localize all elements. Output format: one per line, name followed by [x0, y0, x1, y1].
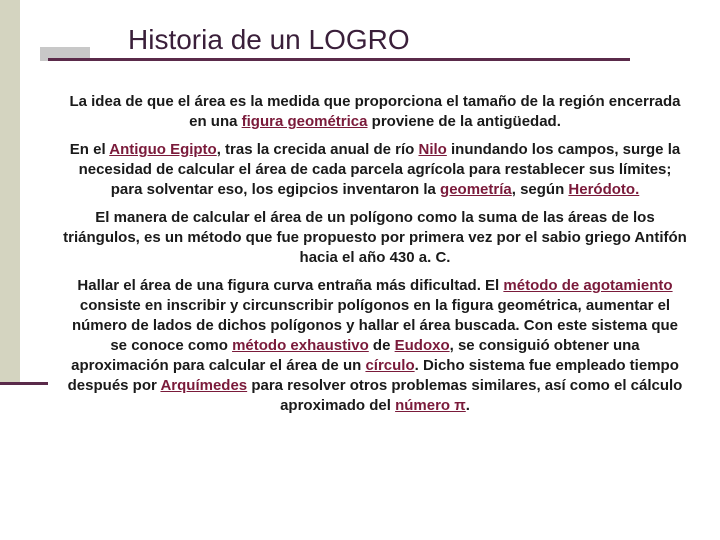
text-link[interactable]: Eudoxo — [394, 337, 450, 354]
text-link[interactable]: Antiguo Egipto — [109, 141, 217, 158]
paragraph-text: , tras la crecida anual de río — [216, 141, 419, 158]
side-accent-line — [0, 382, 48, 385]
paragraph-text: . Dicho sistema fue empleado tiempo después por — [67, 357, 679, 394]
text-link[interactable]: método de agotamiento — [503, 277, 673, 294]
paragraph-text: Hallar el área de una figura curva entraña más dificultad. El — [77, 277, 504, 294]
title-underline — [48, 58, 630, 61]
paragraph-text: El manera de calcular el área de un polígono como la suma de las áreas de los triángulos, es un método que fue propuesto por primera vez por el sabio griego Antifón hacia el año 430 a. C. — [63, 209, 687, 266]
paragraph-3 — [62, 208, 688, 268]
text-link[interactable]: Arquímedes — [160, 377, 248, 394]
slide-title: Historia de un LOGRO — [128, 24, 410, 55]
paragraph-1 — [62, 92, 688, 132]
text-link[interactable]: método exhaustivo — [232, 337, 369, 354]
paragraph-text: , se consiguió obtener una aproximación para calcular el área de un — [71, 337, 640, 374]
slide-body — [62, 92, 688, 424]
paragraph-text: La idea de que el área es la medida que proporciona el tamaño de la región encerrada en una — [69, 93, 681, 130]
paragraph-4 — [62, 276, 688, 416]
paragraph-text: proviene de la antigüedad. — [367, 113, 561, 130]
left-decorative-bar — [0, 0, 20, 382]
paragraph-text: En el — [69, 141, 110, 158]
text-link[interactable]: geometría — [440, 181, 512, 198]
text-link[interactable]: Heródoto. — [568, 181, 640, 198]
paragraph-text: inundando los campos, surge la necesidad de calcular el área de cada parcela agrícola para restablecer sus límites; para solventar eso, los egipcios inventaron la — [78, 141, 681, 198]
text-link[interactable]: número π — [395, 397, 466, 414]
paragraph-text: , según — [511, 181, 569, 198]
paragraph-text: de — [368, 337, 395, 354]
paragraph-text: . — [465, 397, 470, 414]
paragraph-text: para resolver otros problemas similares, así como el cálculo aproximado del — [247, 377, 683, 414]
paragraph-2 — [62, 140, 688, 200]
text-link[interactable]: Nilo — [418, 141, 447, 158]
text-link[interactable]: figura geométrica — [241, 113, 368, 130]
paragraph-text: consiste en inscribir y circunscribir polígonos en la figura geométrica, aumentar el número de lados de dichos polígonos y hallar el área buscada. Con este sistema que se conoce como — [71, 297, 678, 354]
text-link[interactable]: círculo — [365, 357, 415, 374]
